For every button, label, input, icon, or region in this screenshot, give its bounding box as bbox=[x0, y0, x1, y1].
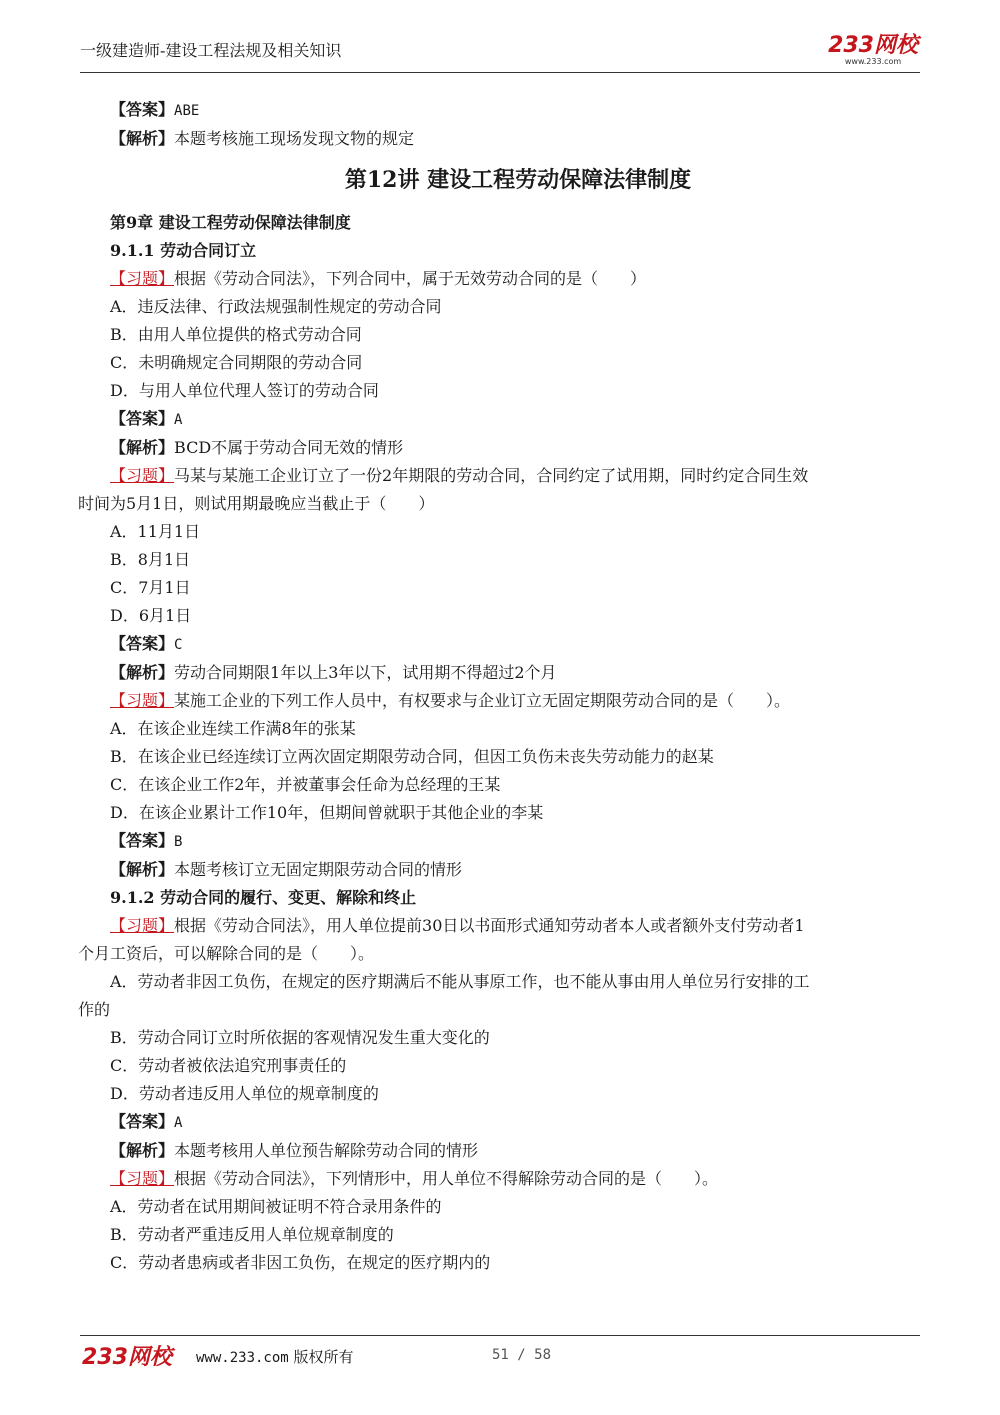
page-content bbox=[78, 96, 928, 1277]
analysis: 【解析】本题考核用人单位预告解除劳动合同的情形 bbox=[110, 1141, 479, 1160]
option: A．劳动者非因工负伤，在规定的医疗期满后不能从事原工作，也不能从事由用人单位另行安排的工 bbox=[110, 972, 810, 991]
footer-logo: 233网校 bbox=[82, 1345, 172, 1370]
lecture-title: 第12讲 建设工程劳动保障法律制度 bbox=[344, 167, 692, 193]
option: A．违反法律、行政法规强制性规定的劳动合同 bbox=[110, 297, 442, 316]
option: C．7月1日 bbox=[110, 578, 191, 597]
option: C．劳动者患病或者非因工负伤，在规定的医疗期内的 bbox=[110, 1253, 491, 1272]
option: B．在该企业已经连续订立两次固定期限劳动合同，但因工负伤未丧失劳动能力的赵某 bbox=[110, 747, 714, 766]
question-stem: 【习题】根据《劳动合同法》，下列合同中，属于无效劳动合同的是（ ） bbox=[110, 269, 647, 288]
answer: 【答案】B bbox=[110, 831, 183, 850]
prev-analysis: 【解析】本题考核施工现场发现文物的规定 bbox=[110, 129, 415, 148]
section-heading-1: 9.1.1 劳动合同订立 bbox=[110, 241, 257, 260]
exercise-tag: 【习题】 bbox=[110, 916, 175, 935]
answer: 【答案】C bbox=[110, 634, 183, 653]
footer-url[interactable]: www.233.com bbox=[196, 1350, 289, 1366]
analysis: 【解析】劳动合同期限1年以上3年以下，试用期不得超过2个月 bbox=[110, 663, 557, 682]
footer-divider bbox=[80, 1335, 920, 1336]
exercise-tag: 【习题】 bbox=[110, 691, 175, 710]
option: A．劳动者在试用期间被证明不符合录用条件的 bbox=[110, 1197, 442, 1216]
section-heading-2: 9.1.2 劳动合同的履行、变更、解除和终止 bbox=[110, 888, 417, 907]
question-stem: 【习题】某施工企业的下列工作人员中，有权要求与企业订立无固定期限劳动合同的是（ ）。 bbox=[110, 691, 791, 710]
option: A．在该企业连续工作满8年的张某 bbox=[110, 719, 356, 738]
analysis: 【解析】本题考核订立无固定期限劳动合同的情形 bbox=[110, 860, 463, 879]
exercise-tag: 【习题】 bbox=[110, 269, 175, 288]
option: C．未明确规定合同期限的劳动合同 bbox=[110, 353, 363, 372]
header-divider bbox=[80, 72, 920, 73]
option-continued: 作的 bbox=[78, 1000, 111, 1019]
option: D．6月1日 bbox=[110, 606, 192, 625]
footer-copyright: www.233.com 版权所有 bbox=[196, 1348, 354, 1366]
question-stem: 【习题】根据《劳动合同法》，用人单位提前30日以书面形式通知劳动者本人或者额外支付劳动者1 bbox=[110, 916, 805, 935]
chapter-title: 第9章 建设工程劳动保障法律制度 bbox=[110, 213, 351, 232]
option: D．劳动者违反用人单位的规章制度的 bbox=[110, 1084, 379, 1103]
option: B．劳动者严重违反用人单位规章制度的 bbox=[110, 1225, 394, 1244]
option: D．与用人单位代理人签订的劳动合同 bbox=[110, 381, 379, 400]
option: C．在该企业工作2年，并被董事会任命为总经理的王某 bbox=[110, 775, 501, 794]
analysis: 【解析】BCD不属于劳动合同无效的情形 bbox=[110, 438, 404, 457]
exercise-tag: 【习题】 bbox=[110, 466, 175, 485]
question-stem: 【习题】马某与某施工企业订立了一份2年期限的劳动合同，合同约定了试用期，同时约定合同生效 bbox=[110, 466, 809, 485]
page-number: 51 / 58 bbox=[492, 1347, 552, 1363]
option: B．8月1日 bbox=[110, 550, 191, 569]
option: C．劳动者被依法追究刑事责任的 bbox=[110, 1056, 347, 1075]
header-title: 一级建造师-建设工程法规及相关知识 bbox=[80, 41, 342, 60]
option: B．由用人单位提供的格式劳动合同 bbox=[110, 325, 362, 344]
option: D．在该企业累计工作10年，但期间曾就职于其他企业的李某 bbox=[110, 803, 544, 822]
header-logo-text: 233网校 bbox=[828, 33, 918, 58]
prev-answer: 【答案】ABE bbox=[110, 100, 200, 119]
header-logo bbox=[828, 28, 918, 66]
answer: 【答案】A bbox=[110, 409, 183, 428]
option: B．劳动合同订立时所依据的客观情况发生重大变化的 bbox=[110, 1028, 490, 1047]
question-stem-continued: 个月工资后，可以解除合同的是（ ）。 bbox=[78, 944, 375, 963]
answer: 【答案】A bbox=[110, 1112, 183, 1131]
option: A．11月1日 bbox=[110, 522, 201, 541]
header-logo-url: www.233.com bbox=[844, 57, 902, 66]
question-stem-continued: 时间为5月1日，则试用期最晚应当截止于（ ） bbox=[78, 494, 435, 513]
question-stem: 【习题】根据《劳动合同法》，下列情形中，用人单位不得解除劳动合同的是（ ）。 bbox=[110, 1169, 719, 1188]
exercise-tag: 【习题】 bbox=[110, 1169, 175, 1188]
